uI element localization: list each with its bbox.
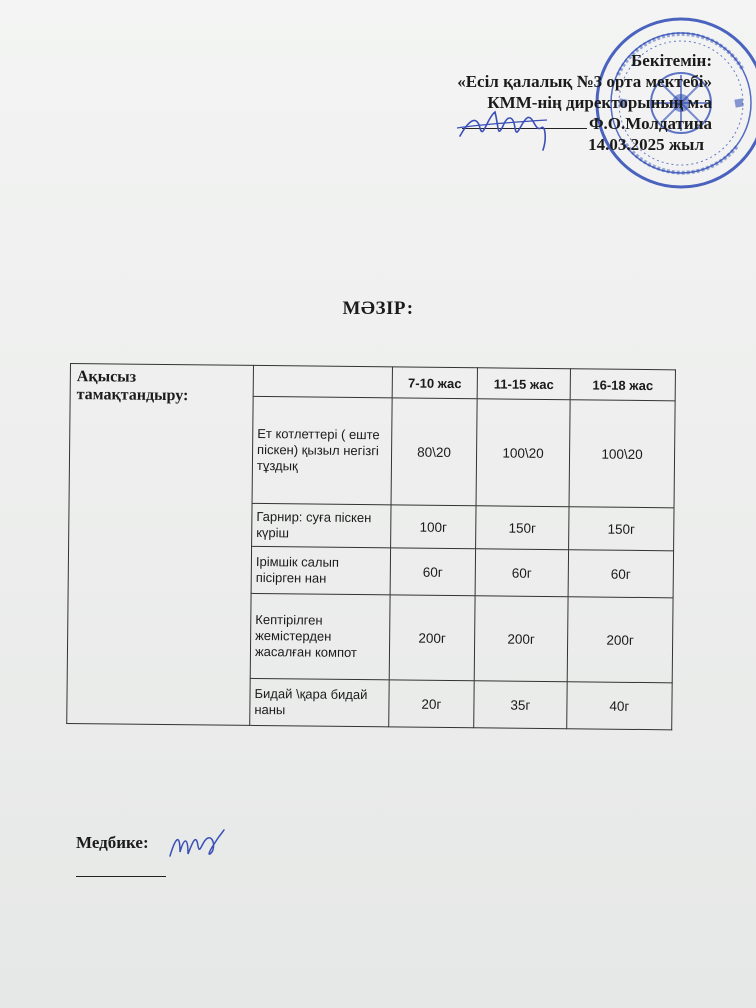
value-cell: 200г	[389, 595, 475, 681]
table-header-row	[70, 364, 675, 401]
menu-table	[66, 363, 676, 730]
director-signature	[455, 98, 550, 158]
age-header-11-15: 11-15 жас	[477, 368, 570, 400]
nurse-signature	[166, 826, 228, 866]
director-name: Ф.О.Молдатина	[588, 114, 712, 133]
dish-cell: Бидай \қара бидай наны	[250, 678, 389, 726]
page-title: МӘЗІР:	[342, 298, 414, 319]
value-cell: 150г	[476, 506, 569, 550]
header-empty-cell	[253, 365, 392, 397]
value-cell: 200г	[474, 596, 568, 682]
value-cell: 80\20	[391, 398, 477, 506]
value-cell: 35г	[474, 681, 567, 729]
value-cell: 40г	[567, 682, 672, 730]
approval-heading: Бекітемін:	[631, 51, 712, 70]
value-cell: 100\20	[569, 400, 675, 508]
category-cell: Ақысыз тамақтандыру:	[67, 364, 254, 726]
value-cell: 60г	[390, 548, 475, 596]
value-cell: 100г	[391, 505, 476, 549]
value-cell: 150г	[569, 507, 674, 551]
value-cell: 60г	[568, 550, 673, 598]
director-title: КММ-нің директорының м.а	[487, 93, 712, 112]
value-cell: 20г	[389, 680, 474, 728]
value-cell: 100\20	[476, 399, 570, 507]
dish-cell: Гарнир: суға піскен күріш	[252, 503, 391, 547]
nurse-signature-line	[76, 876, 166, 877]
dish-cell: Ет котлеттері ( еште піскен) қызыл негізгі тұздық	[252, 396, 392, 504]
approval-date: 14.03.2025 жыл	[588, 135, 704, 154]
nurse-label: Медбике:	[76, 833, 149, 852]
value-cell: 60г	[475, 549, 568, 597]
value-cell: 200г	[567, 597, 673, 683]
school-name: «Есіл қалалық №3 орта мектебі»	[457, 72, 712, 91]
age-header-7-10: 7-10 жас	[392, 367, 477, 399]
age-header-16-18: 16-18 жас	[570, 369, 675, 401]
dish-cell: Ірімшік салып пісірген нан	[251, 546, 390, 594]
dish-cell: Кептірілген жемістерден жасалған компот	[250, 593, 390, 679]
